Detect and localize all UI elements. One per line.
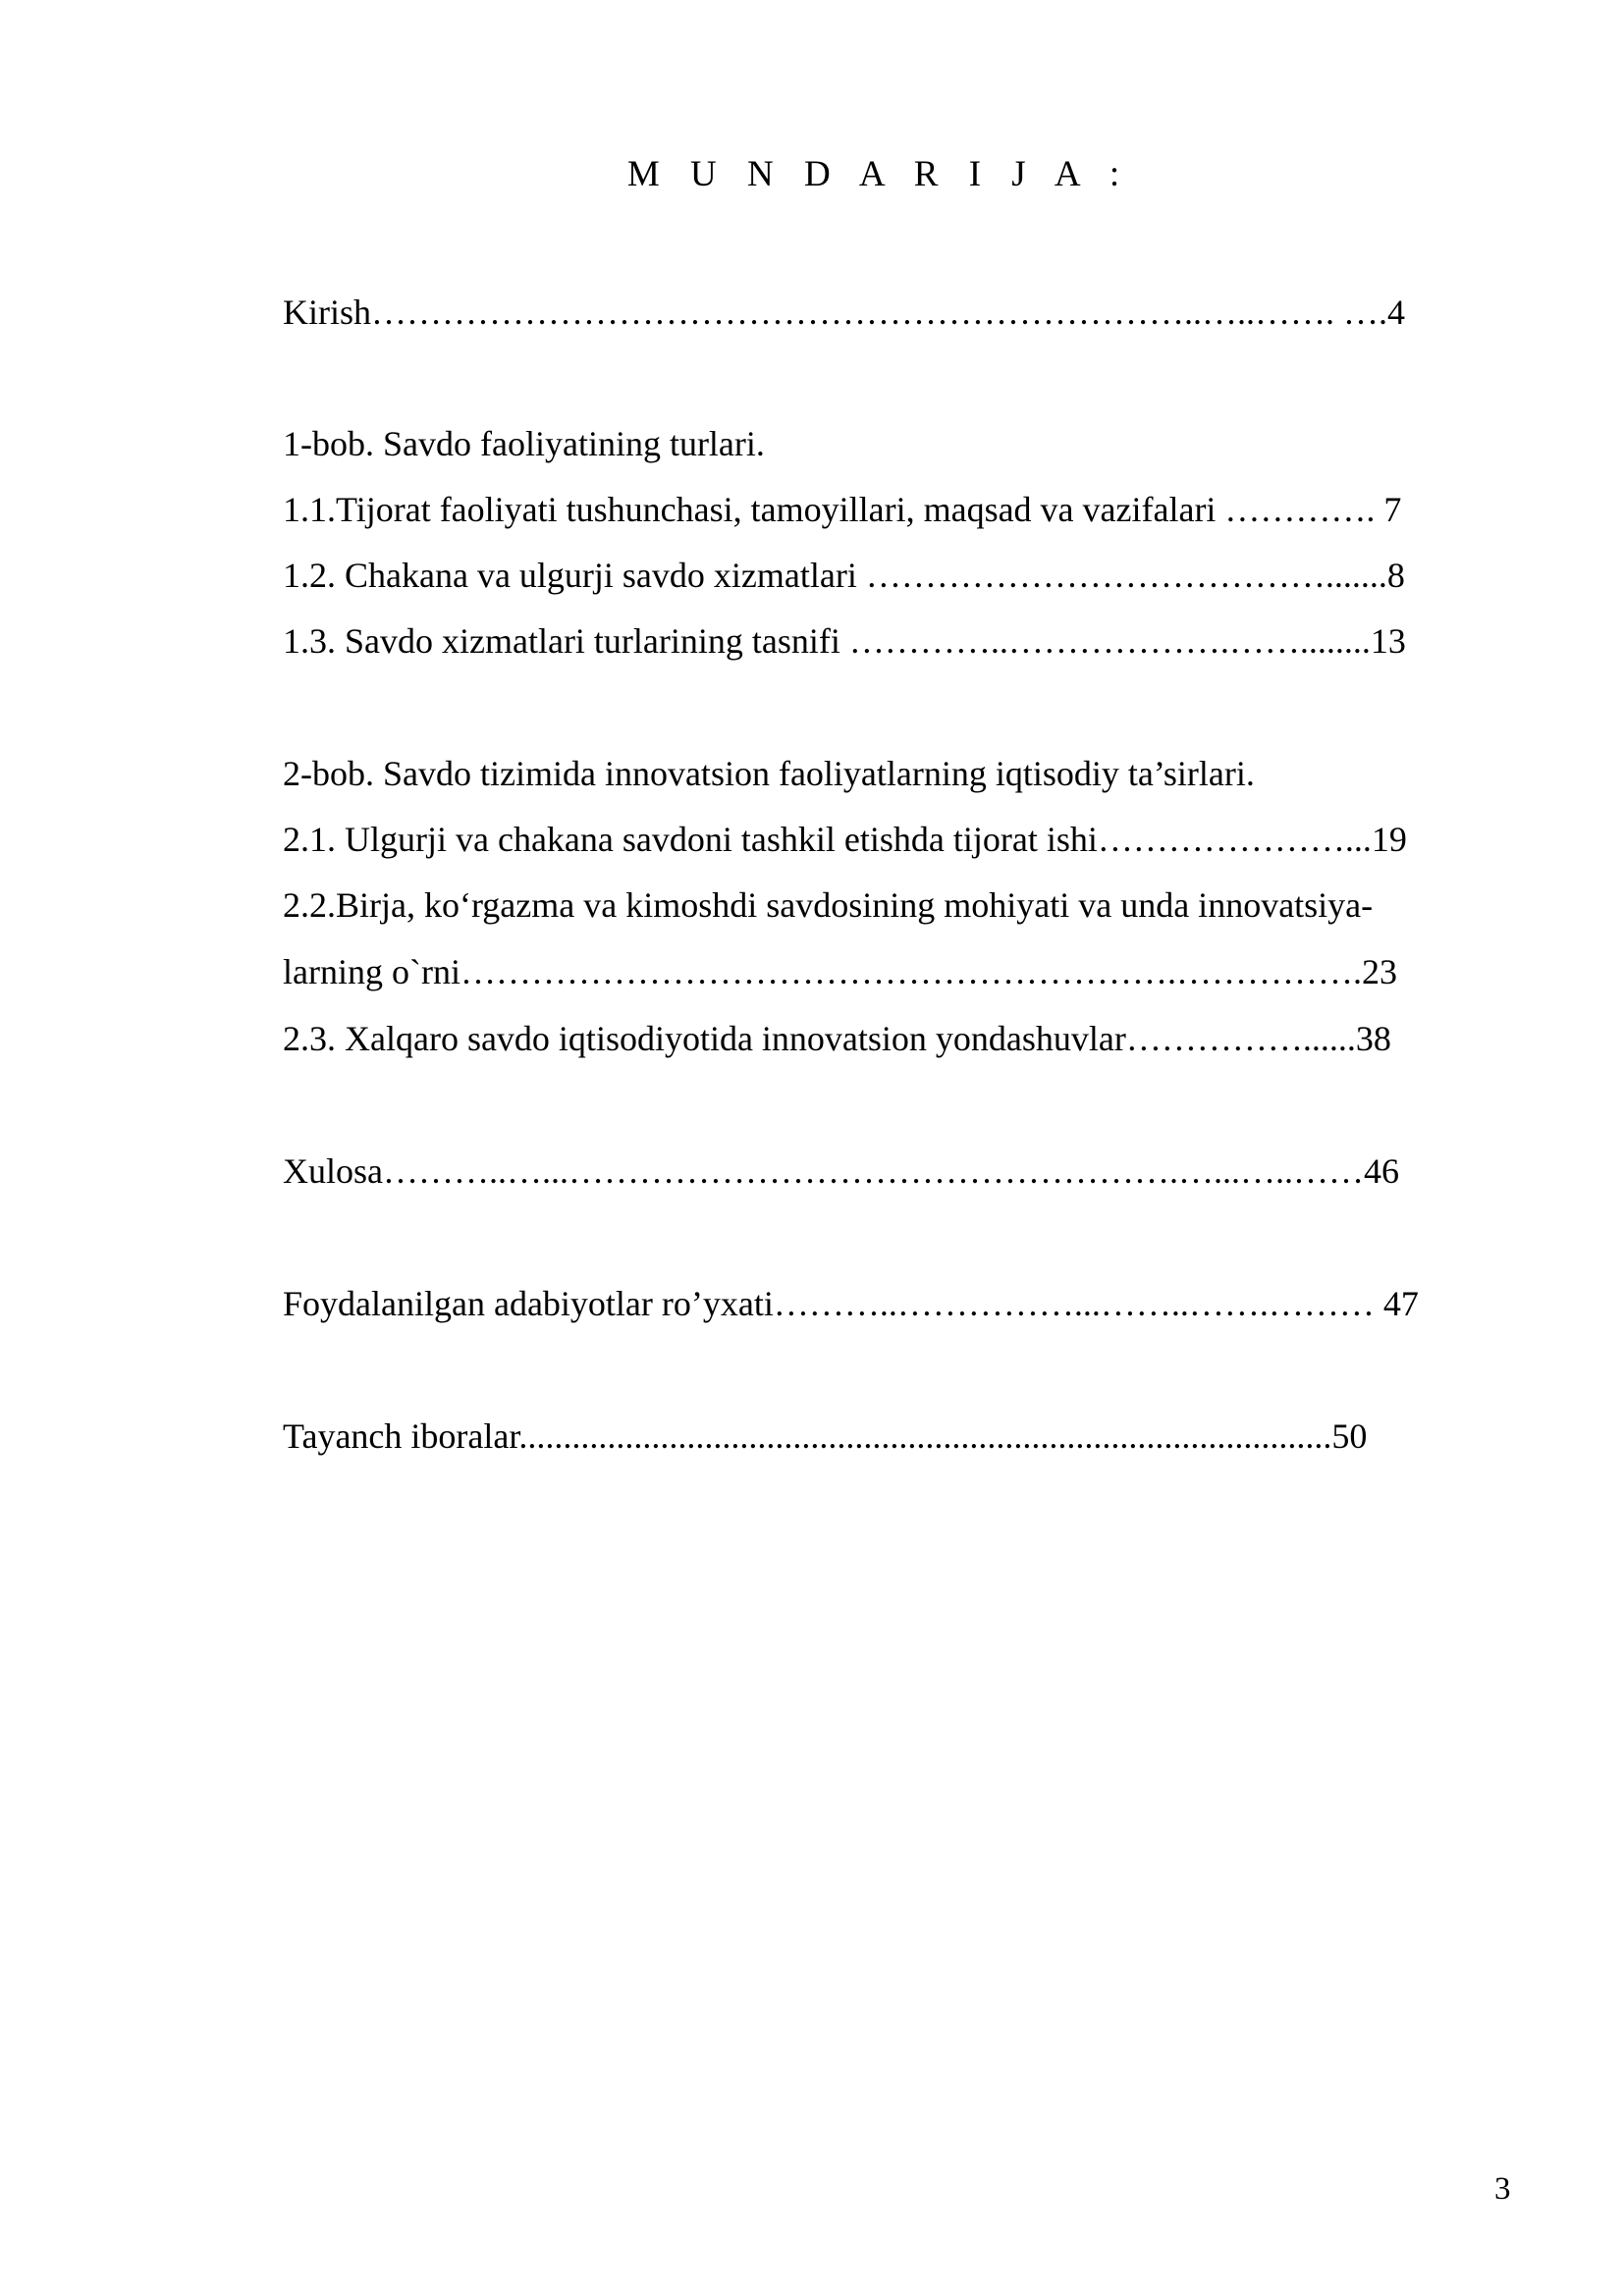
page-number: 3 bbox=[1494, 2171, 1511, 2207]
toc-entry-2-3: 2.3. Xalqaro savdo iqtisodiyotida innovatsion yondashuvlar……………......38 bbox=[283, 1019, 1391, 1058]
toc-entry-2-2-line-1: 2.2.Birja, ko‘rgazma va kimoshdi savdosining mohiyati va unda innovatsiya- bbox=[283, 885, 1374, 925]
toc-entry-introduction: Kirish……………………………………………………………..…..……. ….4 bbox=[283, 293, 1405, 332]
toc-title: M U N D A R I J A : bbox=[626, 154, 1131, 194]
toc-entry-2-2-line-2: larning o`rni…………………………………………………….…………….23 bbox=[283, 952, 1397, 991]
toc-entry-key-terms: Tayanch iboralar............................................................................................50 bbox=[283, 1416, 1368, 1456]
toc-chapter-2-heading: 2-bob. Savdo tizimida innovatsion faoliyatlarning iqtisodiy ta’sirlari. bbox=[283, 754, 1255, 793]
toc-entry-conclusion: Xulosa………..…...…………………………………………….…...…..……46 bbox=[283, 1151, 1399, 1191]
toc-entry-1-1: 1.1.Tijorat faoliyati tushunchasi, tamoyillari, maqsad va vazifalari …………. 7 bbox=[283, 490, 1402, 529]
toc-entry-1-3: 1.3. Savdo xizmatlari turlarining tasnifi …………..……………….……........13 bbox=[283, 621, 1406, 661]
toc-entry-1-2: 1.2. Chakana va ulgurji savdo xizmatlari ………………………………….......8 bbox=[283, 556, 1405, 595]
toc-entry-2-1: 2.1. Ulgurji va chakana savdoni tashkil etishda tijorat ishi…………………...19 bbox=[283, 820, 1407, 859]
toc-chapter-1-heading: 1-bob. Savdo faoliyatining turlari. bbox=[283, 424, 765, 463]
toc-entry-references: Foydalanilgan adabiyotlar ro’yxati………..……………...……..…….……… 47 bbox=[283, 1284, 1419, 1323]
